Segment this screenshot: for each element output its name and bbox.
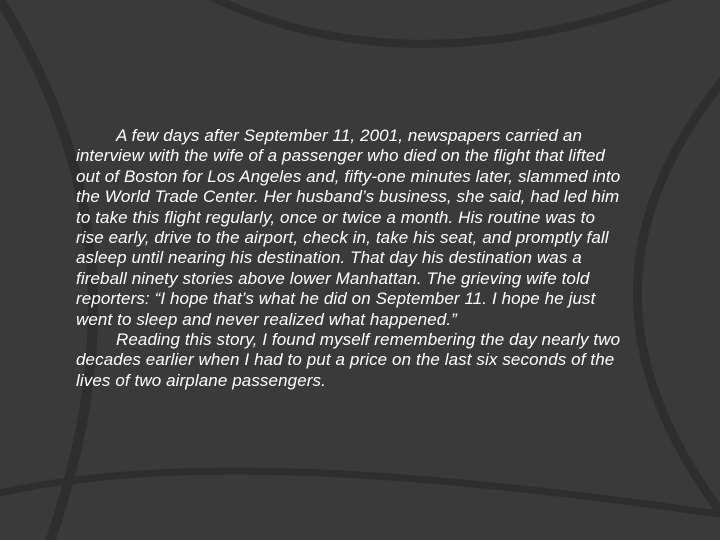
paragraph-2: Reading this story, I found myself remembering the day nearly two decades earlier when I had to put a price on the last six seconds of the lives of two airplane passengers. <box>76 330 621 390</box>
paragraph-1: A few days after September 11, 2001, newspapers carried an interview with the wife of a passenger who died on the flight that lifted out of Boston for Los Angeles and, fifty-one minutes later, slammed into the World Trade Center. Her husband’s business, she said, had led him to take this flight regularly, once or twice a month. His routine was to rise early, drive to the airport, check in, take his seat, and promptly fall asleep until nearing his destination. That day his destination was a fireball ninety stories above lower Manhattan. The grieving wife told reporters: “I hope that’s what he did on September 11. I hope he just went to sleep and never realized what happened.” <box>76 126 621 329</box>
body-text <box>76 126 624 391</box>
